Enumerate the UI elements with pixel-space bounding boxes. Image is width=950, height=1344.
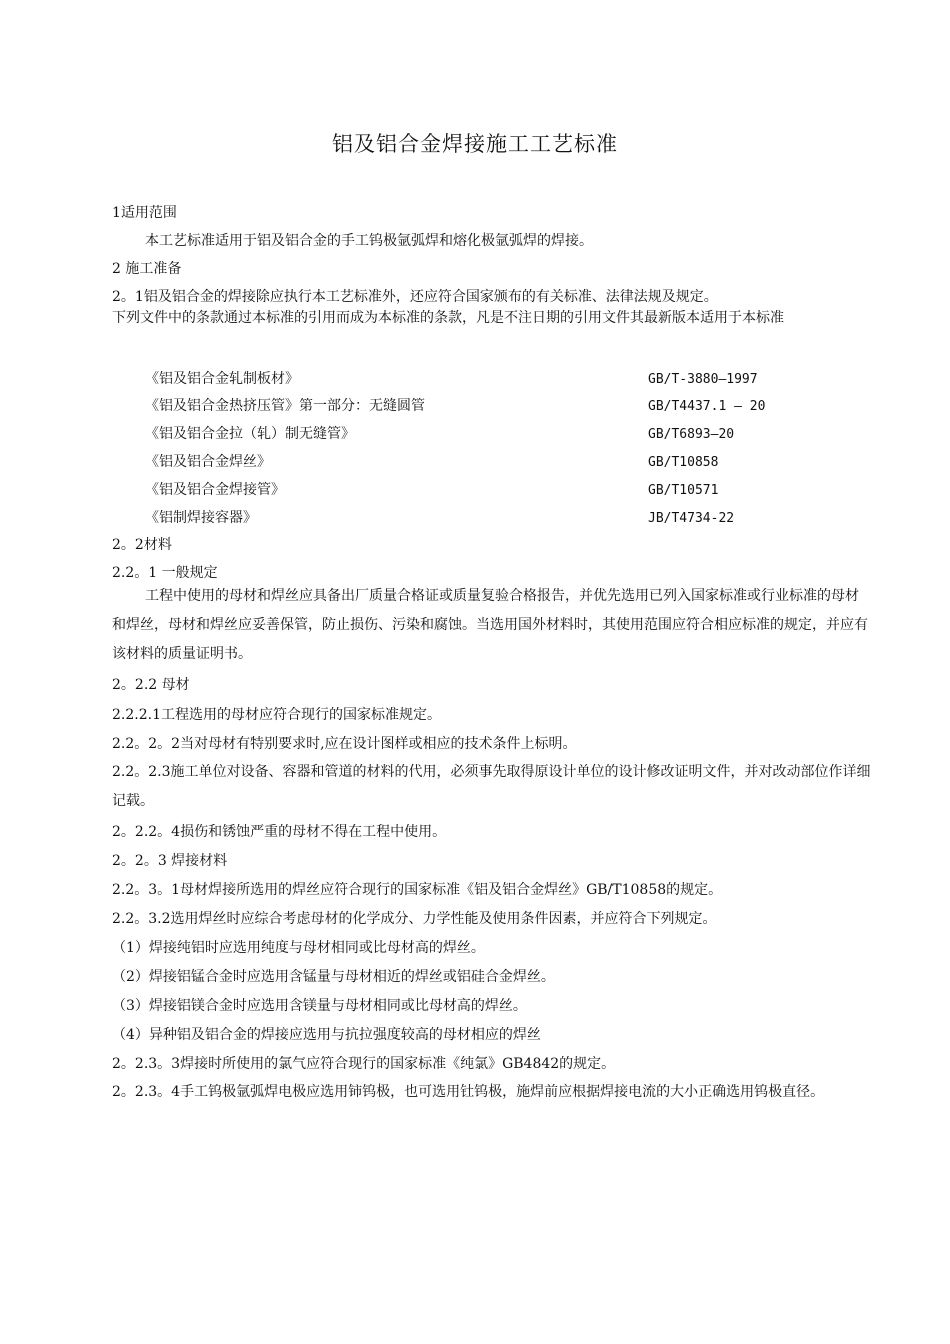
section-1-heading: 1适用范围 xyxy=(112,205,177,221)
section-2-2-2-2: 2.2。2。2当对母材有特别要求时,应在设计图样或相应的技术条件上标明。 xyxy=(112,736,577,752)
section-2-1-note: 下列文件中的条款通过本标准的引用而成为本标准的条款，凡是不注日期的引用文件其最新版本适用于本标准 xyxy=(112,310,784,326)
section-2-2-2-4: 2。2.2。4损伤和锈蚀严重的母材不得在工程中使用。 xyxy=(112,824,447,840)
ref-code: GB/T4437.1 — 20 xyxy=(648,399,766,414)
page-title: 铝及铝合金焊接施工工艺标准 xyxy=(332,132,618,156)
section-2-2-3-heading: 2。2。3 焊接材料 xyxy=(112,853,228,869)
ref-code: GB/T10858 xyxy=(648,455,719,470)
ref-code: JB/T4734-22 xyxy=(648,511,735,526)
section-2-2-3-3: 2。2.3。3焊接时所使用的氯气应符合现行的国家标准《纯氯》GB4842的规定。 xyxy=(112,1056,616,1072)
ref-title: 《铝及铝合金焊丝》 xyxy=(145,454,271,470)
list-item: （1）焊接纯铝时应选用纯度与母材相同或比母材高的焊丝。 xyxy=(112,940,485,956)
list-item: （2）焊接铝锰合金时应选用含锰量与母材相近的焊丝或铝硅合金焊丝。 xyxy=(112,969,555,985)
ref-code: GB/T10571 xyxy=(648,483,719,498)
section-2-2-3-1: 2.2。3。1母材焊接所选用的焊丝应符合现行的国家标准《铝及铝合金焊丝》GB/T10858的规定。 xyxy=(112,882,723,898)
section-1-text: 本工艺标准适用于铝及铝合金的手工钨极氩弧焊和熔化极氩弧焊的焊接。 xyxy=(145,233,593,249)
section-2-2-2-heading: 2。2.2 母材 xyxy=(112,677,190,693)
section-2-2-1-body: 工程中使用的母材和焊丝应具备出厂质量合格证或质量复验合格报告，并优先选用已列入国家标准或行业标准的母材和焊丝，母材和焊丝应妥善保管，防止损伤、污染和腐蚀。当选用国外材料时，其使用范围应符合相应标准的规定，并应有该材料的质量证明书。 xyxy=(112,588,868,662)
section-2-heading: 2 施工准备 xyxy=(112,261,182,277)
section-2-2-2-3: 2.2。2.3施工单位对设备、容器和管道的材料的代用，必须事先取得原设计单位的设计修改证明文件，并对改动部位作详细记载。 xyxy=(112,764,871,809)
section-2-2-3-4: 2。2.3。4手工钨极氩弧焊电极应选用铈钨极，也可选用钍钨极，施焊前应根据焊接电流的大小正确选用钨极直径。 xyxy=(112,1084,825,1100)
section-2-2-2-1: 2.2.2.1工程选用的母材应符合现行的国家标准规定。 xyxy=(112,707,441,723)
section-2-2-heading: 2。2材料 xyxy=(112,537,172,553)
ref-code: GB/T-3880—1997 xyxy=(648,372,758,387)
section-2-2-1-text xyxy=(112,582,872,669)
section-2-2-3-2: 2.2。3.2选用焊丝时应综合考虑母材的化学成分、力学性能及使用条件因素，并应符合下列规定。 xyxy=(112,911,717,927)
section-2-2-1-heading: 2.2。1 一般规定 xyxy=(112,565,218,581)
ref-title: 《铝制焊接容器》 xyxy=(145,510,257,526)
ref-title: 《铝及铝合金轧制板材》 xyxy=(145,371,299,387)
section-2-1: 2。1铝及铝合金的焊接除应执行本工艺标准外，还应符合国家颁布的有关标准、法律法规及规定。 xyxy=(112,289,718,305)
ref-title: 《铝及铝合金热挤压管》第一部分：无缝圆管 xyxy=(145,398,425,414)
ref-title: 《铝及铝合金焊接管》 xyxy=(145,482,285,498)
ref-title: 《铝及铝合金拉（轧）制无缝管》 xyxy=(145,426,355,442)
list-item: （4）异种铝及铝合金的焊接应选用与抗拉强度较高的母材相应的焊丝 xyxy=(112,1027,541,1043)
list-item: （3）焊接铝镁合金时应选用含镁量与母材相同或比母材高的焊丝。 xyxy=(112,998,527,1014)
ref-code: GB/T6893—20 xyxy=(648,427,735,442)
